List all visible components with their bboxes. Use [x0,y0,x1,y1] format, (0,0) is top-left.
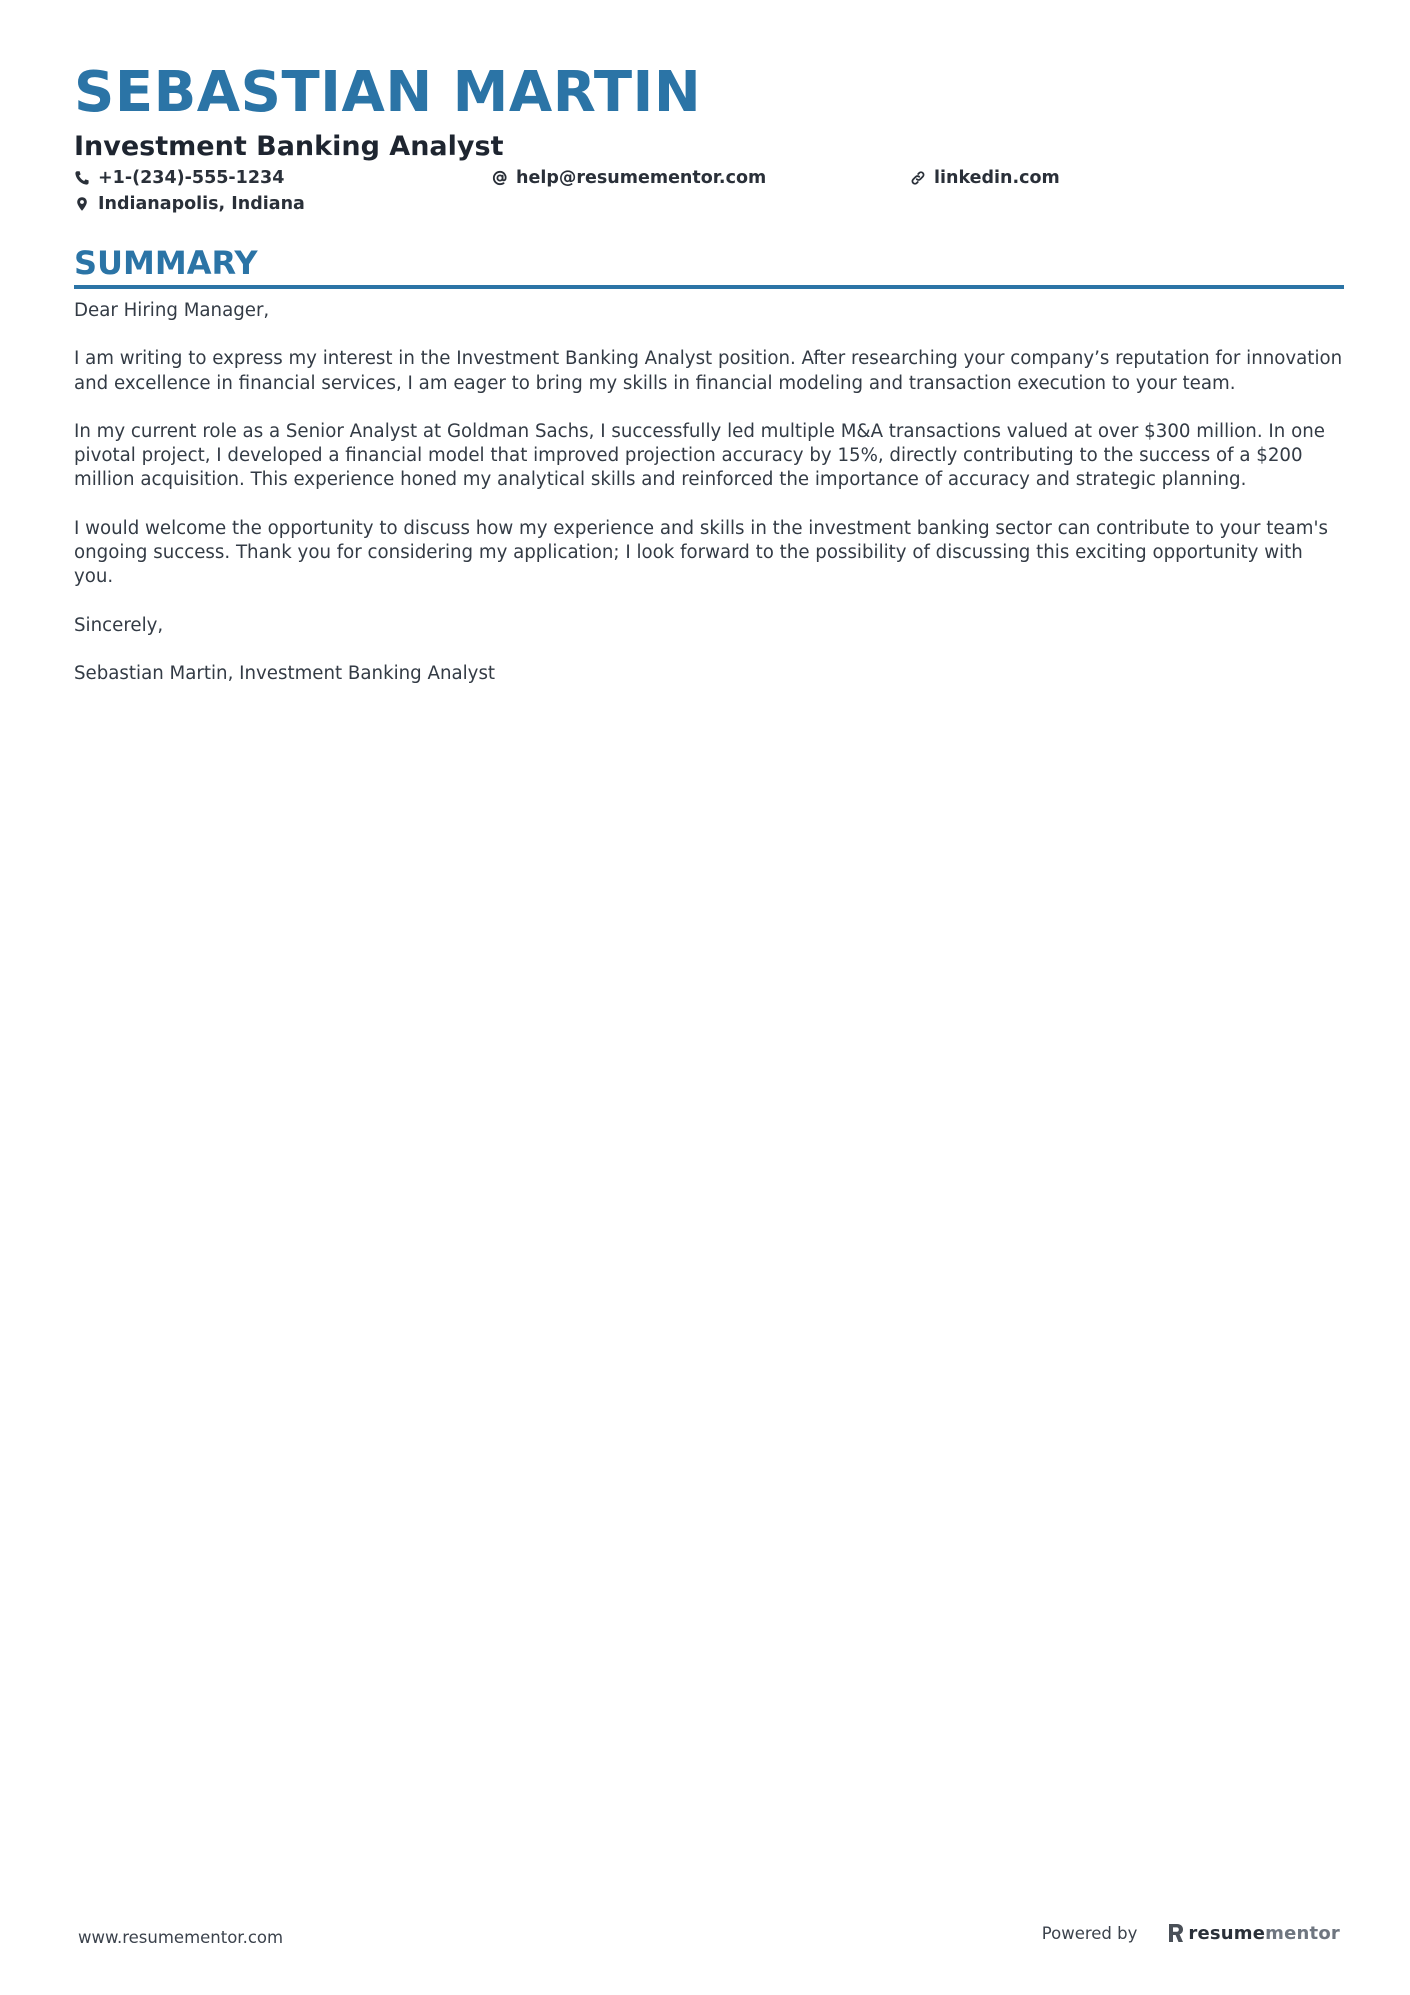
email-text: help@resumementor.com [516,168,767,188]
brand-logo [1167,1922,1340,1944]
location-pin-icon [74,196,90,212]
footer-website-link[interactable]: www.resumementor.com [78,1928,284,1947]
contact-location [74,192,305,216]
summary-section [74,243,1344,710]
signature: Sebastian Martin, Investment Banking Analyst [74,662,496,684]
footer-brand[interactable] [1042,1922,1340,1944]
candidate-name: SEBASTIAN MARTIN [74,60,702,125]
salutation: Dear Hiring Manager, [74,300,270,321]
phone-text: +1-(234)-555-1234 [98,168,285,188]
letter-paragraph: In my current role as a Senior Analyst at Goldman Sachs, I successfully led multiple M&A transactions valued at over $300 million. In one pivotal project, I developed a financial model that improved projection accuracy by 15%, directly contributing to the success of a $200 million acquisition. This experience honed my analytical skills and reinforced the importance of accuracy and strategic planning. [74,420,1325,491]
brand-name [1188,1923,1340,1944]
link-icon [910,170,926,186]
closing: Sincerely, [74,614,164,636]
resumementor-logo-icon [1167,1922,1185,1944]
contact-info [74,166,1344,220]
section-heading: SUMMARY [74,244,258,282]
letter-body [74,299,1344,686]
brand-name-bold: resume [1188,1922,1266,1944]
linkedin-text: linkedin.com [934,168,1060,188]
at-icon [492,170,508,186]
section-divider [74,285,1344,289]
job-title: Investment Banking Analyst [74,131,504,162]
letter-paragraph: I am writing to express my interest in the Investment Banking Analyst position. After researching your company’s reputation for innovation and excellence in financial services, I am eager to bring my skills in financial modeling and transaction execution to your team. [74,348,1343,394]
contact-email[interactable] [492,166,766,190]
contact-phone[interactable] [74,166,284,190]
brand-name-light: mentor [1265,1922,1340,1944]
contact-linkedin[interactable] [910,166,1060,190]
letter-paragraph: I would welcome the opportunity to discuss how my experience and skills in the investment banking sector can contribute to your team's ongoing success. Thank you for considering my application; I look forward to the possibility of discussing this exciting opportunity with you. [74,517,1328,588]
powered-by-label: Powered by [1041,1923,1138,1943]
location-text: Indianapolis, Indiana [98,194,305,214]
header [74,58,1344,220]
phone-icon [74,170,90,186]
